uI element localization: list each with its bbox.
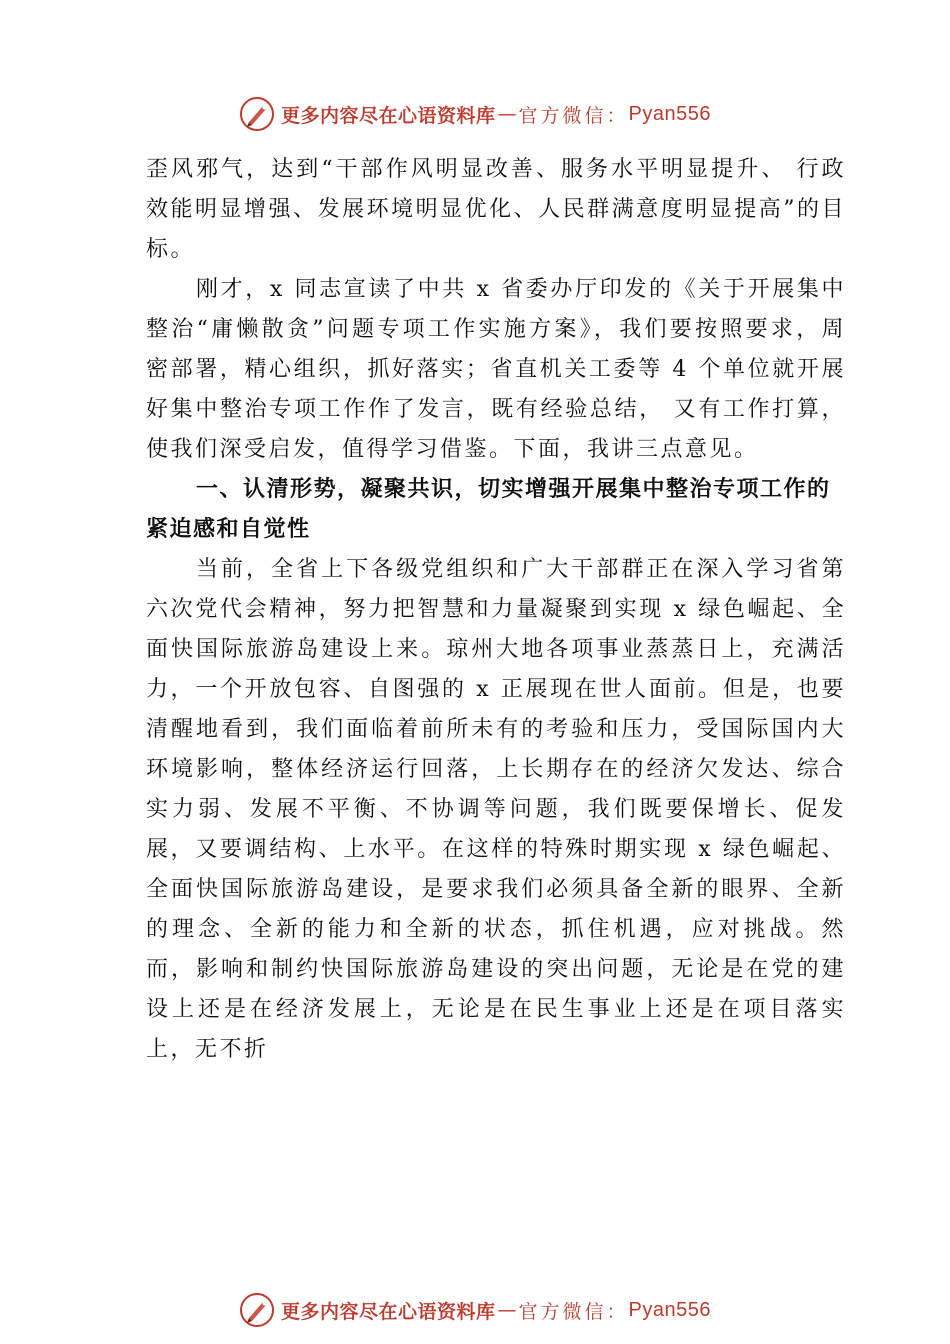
paragraph-intro: 刚才，x 同志宣读了中共 x 省委办厅印发的《关于开展集中整治“庸懒散贪”问题专项工作实施方案》，我们要按照要求，周密部署，精心组织，抓好落实；省直机关工委等 4 个单位就开展好集中整治专项工作作了发言，既有经验总结， 又有工作打算，使我们深受启发，值得学习借鉴。下面，我讲三点意见。 [146, 277, 846, 462]
document-body [146, 150, 846, 1070]
header-watermark [0, 94, 950, 134]
paragraph-continued: 歪风邪气，达到“干部作风明显改善、服务水平明显提升、 行政效能明显增强、发展环境明显优化、人民群满意度明显提高”的目标。 [146, 157, 846, 262]
watermark-brand: 更多内容尽在心语资料库 [281, 104, 496, 127]
watermark-contact-id: Pyan556 [628, 1298, 711, 1321]
footer-watermark [0, 1290, 950, 1330]
pen-logo-icon [239, 96, 275, 132]
watermark-separator: — [497, 103, 517, 125]
watermark-contact-label: 官方微信： [518, 104, 629, 127]
watermark-contact-label: 官方微信： [518, 1300, 629, 1323]
pen-logo-icon [239, 1292, 275, 1328]
watermark-contact-id: Pyan556 [628, 102, 711, 125]
section-heading-1: 一、认清形势，凝聚共识，切实增强开展集中整治专项工作的紧迫感和自觉性 [146, 477, 831, 542]
paragraph-situation: 当前，全省上下各级党组织和广大干部群正在深入学习省第六次党代会精神，努力把智慧和力量凝聚到实现 x 绿色崛起、全面快国际旅游岛建设上来。琼州大地各项事业蒸蒸日上，充满活力，一个开放包容、自图强的 x 正展现在世人面前。但是，也要清醒地看到，我们面临着前所未有的考验和压力，受国际国内大环境影响，整体经济运行回落，上长期存在的经济欠发达、综合实力弱、发展不平衡、不协调等问题，我们既要保增长、促发展，又要调结构、上水平。在这样的特殊时期实现 x 绿色崛起、全面快国际旅游岛建设，是要求我们必须具备全新的眼界、全新的理念、全新的能力和全新的状态，抓住机遇，应对挑战。然而，影响和制约快国际旅游岛建设的突出问题，无论是在党的建设上还是在经济发展上，无论是在民生事业上还是在项目落实上，无不折 [146, 557, 846, 1062]
watermark-brand: 更多内容尽在心语资料库 [281, 1300, 496, 1323]
watermark-separator: — [497, 1299, 517, 1321]
